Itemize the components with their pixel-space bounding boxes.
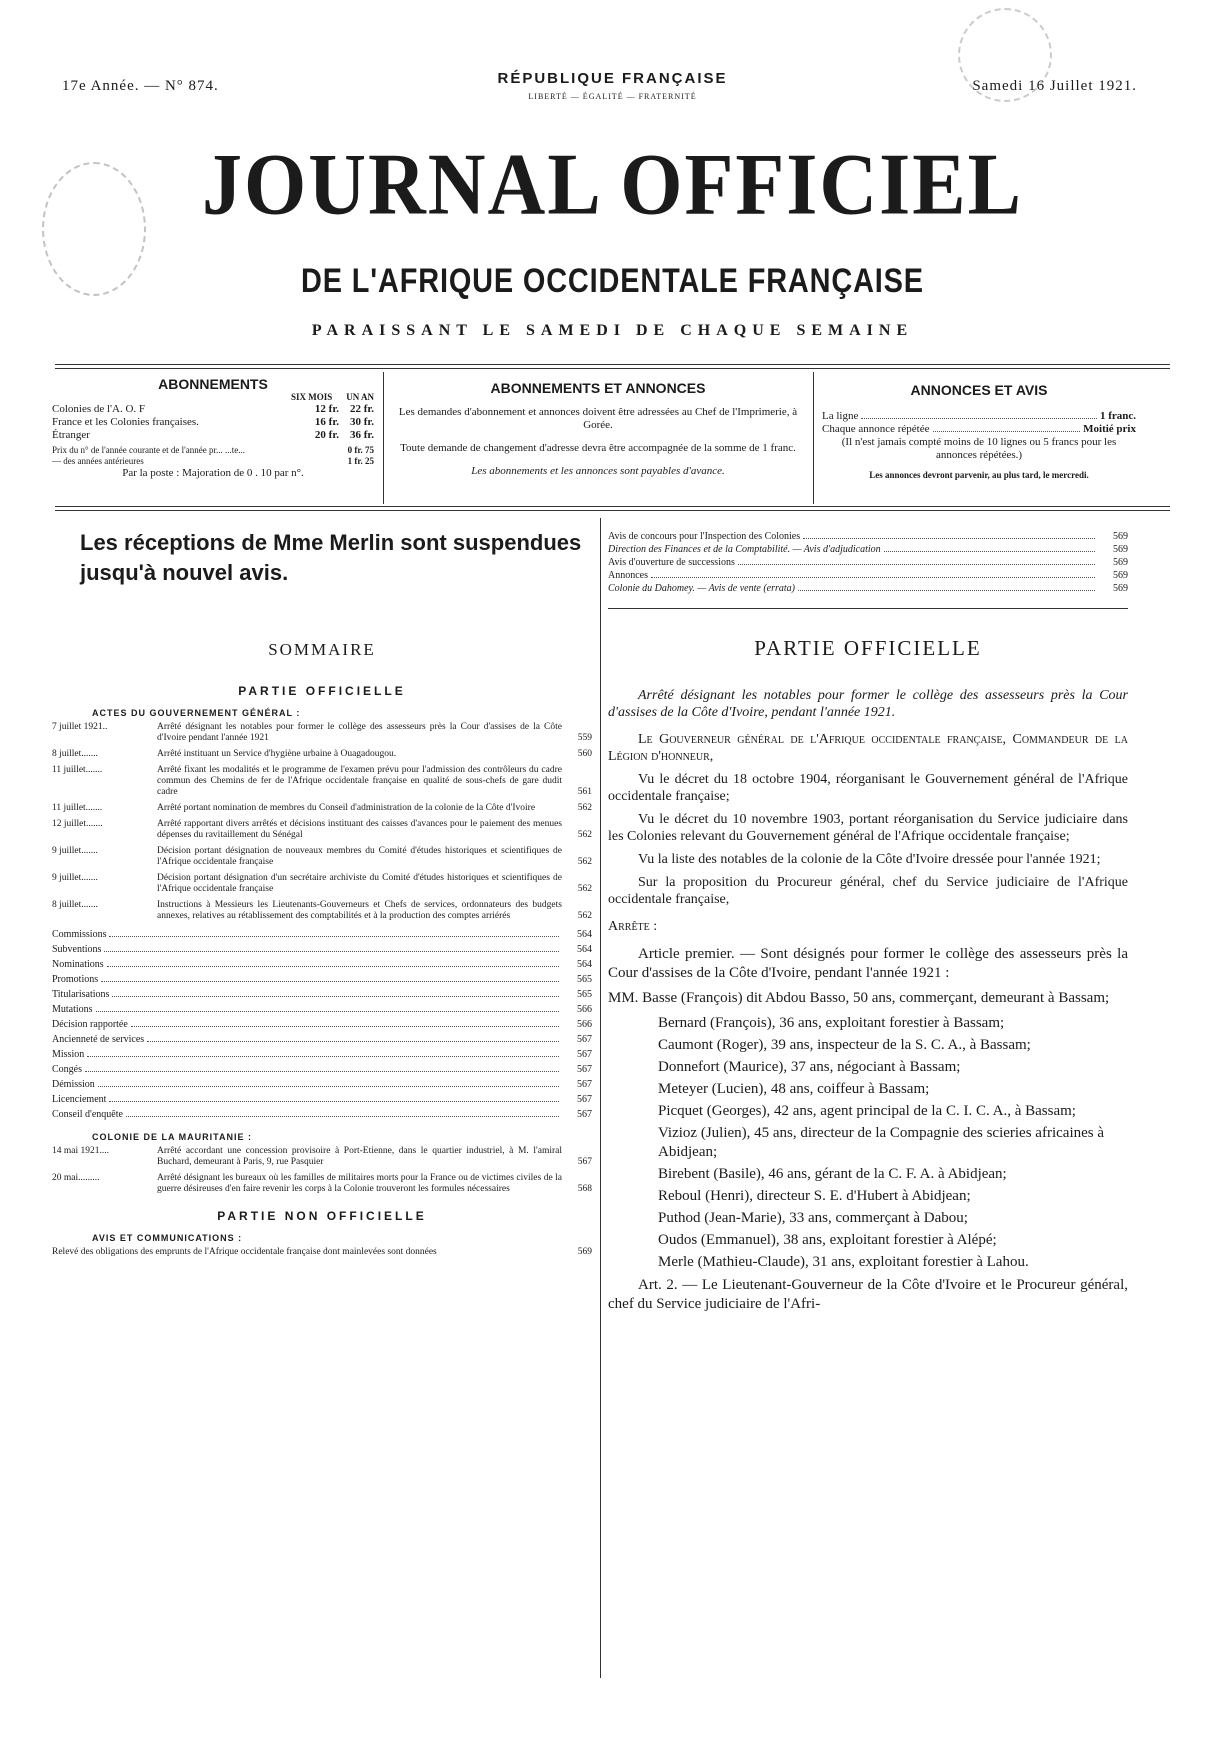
box-mid-p3: Les abonnements et les annonces sont payables d'avance. xyxy=(471,465,725,477)
row-france: France et les Colonies françaises. 16 fr. 30 fr. xyxy=(52,416,374,428)
sommaire-entry: 11 juillet....... Arrêté fixant les modalités et le programme de l'examen prévu pour l'admission des contrôleurs du cadre commun des Chemins de fer de l'Afrique occidentale française en qualité de sous-chefs de gare dudit cadre 561 xyxy=(52,765,592,797)
arrete-label: Arrête : xyxy=(608,919,658,934)
issue-number: 17e Année. — N° 874. xyxy=(62,78,219,94)
sommaire-partie-non-officielle: PARTIE NON OFFICIELLE xyxy=(217,1209,427,1223)
list-item: Picquet (Georges), 42 ans, agent principal de la C. I. C. A., à Bassam; xyxy=(658,1103,1076,1119)
box-abonnements-title: ABONNEMENTS xyxy=(158,376,268,392)
sommaire-list-item: Congés 567 xyxy=(52,1064,592,1075)
row-prix-1: Prix du n° de l'année courante et de l'année pr... ...te... 0 fr. 75 xyxy=(52,445,374,455)
list-item: Avis de concours pour l'Inspection des Colonies 569 xyxy=(608,531,1128,542)
sommaire-entry: 14 mai 1921.... Arrêté accordant une concession provisoire à Port-Etienne, dans le quartier industriel, à M. l'amiral Buchard, demeurant à Paris, 9, rue Pasquier 567 xyxy=(52,1146,592,1167)
sommaire-partie-officielle: PARTIE OFFICIELLE xyxy=(238,684,406,698)
journal-subtitle: DE L'AFRIQUE OCCIDENTALE FRANÇAISE xyxy=(301,262,924,300)
vu-4: Sur la proposition du Procureur général, chef du Service judiciaire de l'Afrique occidentale française, xyxy=(608,875,1128,907)
list-item: Annonces 569 xyxy=(608,570,1128,581)
vu-2: Vu le décret du 10 novembre 1903, portant réorganisation du Service judiciaire dans les Colonies relevant du Gouvernement général de l'Afrique occidentale française; xyxy=(608,812,1128,844)
list-item: Oudos (Emmanuel), 38 ans, exploitant forestier à Alépé; xyxy=(658,1232,997,1248)
rule-v2 xyxy=(813,372,814,504)
list-item: Merle (Mathieu-Claude), 31 ans, exploitant forestier à Lahou. xyxy=(658,1254,1029,1270)
avis-list xyxy=(608,530,1128,595)
list-item: Direction des Finances et de la Comptabilité. — Avis d'adjudication 569 xyxy=(608,544,1128,555)
sommaire-list-item: Mutations 566 xyxy=(52,1004,592,1015)
avis-comm-heading: AVIS ET COMMUNICATIONS : xyxy=(92,1233,243,1243)
sommaire-entry: 8 juillet....... Instructions à Messieurs les Lieutenants-Gouverneurs et Chefs de services, ordonnateurs des budgets annexes, relatives au rétablissement des comptabilités et à la production des comptes arriérés 562 xyxy=(52,900,592,921)
list-item: Caumont (Roger), 39 ans, inspecteur de la S. C. A., à Bassam; xyxy=(658,1037,1031,1053)
rule-top xyxy=(55,364,1170,365)
box-abonnements xyxy=(52,376,374,480)
sommaire-list-item: Ancienneté de services 567 xyxy=(52,1034,592,1045)
sommaire-list-item: Mission 567 xyxy=(52,1049,592,1060)
rule-bottom xyxy=(55,506,1170,507)
rule-top-2 xyxy=(55,368,1170,369)
tarif-repetee: Chaque annonce répétée Moitié prix xyxy=(822,423,1136,435)
partie-officielle xyxy=(608,636,1128,1320)
box-mid-p2: Toute demande de changement d'adresse devra être accompagnée de la somme de 1 franc. xyxy=(400,442,796,454)
box-right-p2: Les annonces devront parvenir, au plus tard, le mercredi. xyxy=(869,470,1089,480)
box-right-p1: (Il n'est jamais compté moins de 10 lignes ou 5 francs pour les annonces répétées.) xyxy=(841,436,1117,461)
box-annonces-avis xyxy=(822,382,1136,481)
poste-line: Par la poste : Majoration de 0 . 10 par n°. xyxy=(122,467,304,479)
arrete-title: Arrêté désignant les notables pour former le collège des assesseurs près la Cour d'assises de la Côte d'Ivoire, pendant l'année 1921. xyxy=(608,688,1128,720)
list-item: Bernard (François), 36 ans, exploitant forestier à Bassam; xyxy=(658,1015,1005,1031)
rule-bottom-2 xyxy=(55,510,1170,511)
sommaire-list-item: Promotions 565 xyxy=(52,974,592,985)
actes-heading: ACTES DU GOUVERNEMENT GÉNÉRAL : xyxy=(92,708,301,718)
vu-1: Vu le décret du 18 octobre 1904, réorganisant le Gouvernement général de l'Afrique occidentale française; xyxy=(608,772,1128,804)
list-item: Donnefort (Maurice), 37 ans, négociant à Bassam; xyxy=(658,1059,961,1075)
journal-title: JOURNAL OFFICIEL xyxy=(202,136,1023,234)
list-item: Reboul (Henri), directeur S. E. d'Hubert à Abidjean; xyxy=(658,1188,971,1204)
tarif-ligne: La ligne 1 franc. xyxy=(822,410,1136,422)
sommaire-entry: 9 juillet....... Décision portant désignation de nouveaux membres du Comité d'études historiques et scientifiques de l'Afrique occidentale française 562 xyxy=(52,846,592,867)
sommaire-entry: 9 juillet....... Décision portant désignation d'un secrétaire archiviste du Comité d'études historiques et scientifiques de l'Afrique occidentale française 562 xyxy=(52,873,592,894)
rule-v1 xyxy=(383,372,384,504)
sommaire-list-item: Titularisations 565 xyxy=(52,989,592,1000)
name-first: MM. Basse (François) dit Abdou Basso, 50 ans, commerçant, demeurant à Bassam; xyxy=(608,990,1110,1006)
row-prix-2: — des années antérieures 1 fr. 25 xyxy=(52,456,374,466)
article-2: Art. 2. — Le Lieutenant-Gouverneur de la Côte d'Ivoire et le Procureur général, chef du Service judiciaire de l'Afri- xyxy=(608,1277,1128,1312)
col-six-mois: SIX MOIS xyxy=(290,392,333,402)
sommaire-list-item: Nominations 564 xyxy=(52,959,592,970)
row-aof: Colonies de l'A. O. F 12 fr. 22 fr. xyxy=(52,403,374,415)
article-1: Article premier. — Sont désignés pour former le collège des assesseurs près la Cour d'assises de la Côte d'Ivoire, pendant l'année 1921 : xyxy=(608,946,1128,981)
notice-receptions: Les réceptions de Mme Merlin sont suspendues jusqu'à nouvel avis. xyxy=(80,530,582,585)
sommaire-entry: 20 mai......... Arrêté désignant les bureaux où les familles de militaires morts pour la France ou de victimes civiles de la guerre désireuses d'en faire revenir les corps à la Colonie trouveront les formules nécessaires 568 xyxy=(52,1173,592,1194)
names-list xyxy=(658,1014,1128,1272)
sommaire-list-item: Décision rapportée 566 xyxy=(52,1019,592,1030)
sommaire-title: SOMMAIRE xyxy=(268,640,376,659)
row-etranger: Étranger 20 fr. 36 fr. xyxy=(52,429,374,441)
sommaire-list-item: Licenciement 567 xyxy=(52,1094,592,1105)
list-item: Birebent (Basile), 46 ans, gérant de la C. F. A. à Abidjean; xyxy=(658,1166,1007,1182)
box-abonnements-annonces xyxy=(392,380,804,478)
sommaire-entry: 11 juillet....... Arrêté portant nomination de membres du Conseil d'administration de la colonie de la Côte d'Ivoire 562 xyxy=(52,803,592,813)
list-item: Colonie du Dahomey. — Avis de vente (errata) 569 xyxy=(608,583,1128,594)
partie-officielle-title: PARTIE OFFICIELLE xyxy=(754,636,982,660)
issue-date: Samedi 16 Juillet 1921. xyxy=(972,78,1137,94)
list-item: Avis d'ouverture de successions 569 xyxy=(608,557,1128,568)
list-item: Vizioz (Julien), 45 ans, directeur de la Compagnie des scieries africaines à Abidjean; xyxy=(658,1125,1105,1160)
list-item: Meteyer (Lucien), 48 ans, coiffeur à Bassam; xyxy=(658,1081,930,1097)
box-mid-title: ABONNEMENTS ET ANNONCES xyxy=(490,380,706,396)
republic-label: RÉPUBLIQUE FRANÇAISE xyxy=(497,70,728,87)
sommaire-list-item: Subventions 564 xyxy=(52,944,592,955)
tagline: PARAISSANT LE SAMEDI DE CHAQUE SEMAINE xyxy=(311,322,914,339)
vu-3: Vu la liste des notables de la colonie de la Côte d'Ivoire dressée pour l'année 1921; xyxy=(638,852,1101,867)
box-mid-p1: Les demandes d'abonnement et annonces doivent être adressées au Chef de l'Imprimerie, à Gorée. xyxy=(398,406,798,431)
column-divider xyxy=(600,518,601,1678)
gouverneur-line: Le Gouverneur général de l'Afrique occidentale française, Commandeur de la Légion d'honneur, xyxy=(608,732,1128,764)
sommaire-entry: 12 juillet....... Arrêté rapportant divers arrêtés et décisions instituant des caisses d'avances pour le paiement des menues dépenses du ravitaillement du Sénégal 562 xyxy=(52,819,592,840)
sommaire xyxy=(52,640,592,1263)
col-un-an: UN AN xyxy=(346,392,374,402)
avis-rule xyxy=(608,608,1128,609)
sommaire-list-item: Démission 567 xyxy=(52,1079,592,1090)
motto: LIBERTÉ — ÉGALITÉ — FRATERNITÉ xyxy=(528,92,697,101)
list-item: Puthod (Jean-Marie), 33 ans, commerçant à Dabou; xyxy=(658,1210,968,1226)
sommaire-entry: 8 juillet....... Arrêté instituant un Service d'hygiène urbaine à Ouagadougou. 560 xyxy=(52,749,592,759)
box-right-title: ANNONCES ET AVIS xyxy=(910,382,1048,398)
sommaire-entry: Relevé des obligations des emprunts de l'Afrique occidentale française dont mainlevées sont données 569 xyxy=(52,1247,592,1257)
sommaire-list-item: Commissions 564 xyxy=(52,929,592,940)
sommaire-list-item: Conseil d'enquête 567 xyxy=(52,1109,592,1120)
sommaire-entry: 7 juillet 1921.. Arrêté désignant les notables pour former le collège des assesseurs près la Cour d'assises de la Côte d'Ivoire pendant l'année 1921 559 xyxy=(52,722,592,743)
mauritanie-heading: COLONIE DE LA MAURITANIE : xyxy=(92,1132,252,1142)
